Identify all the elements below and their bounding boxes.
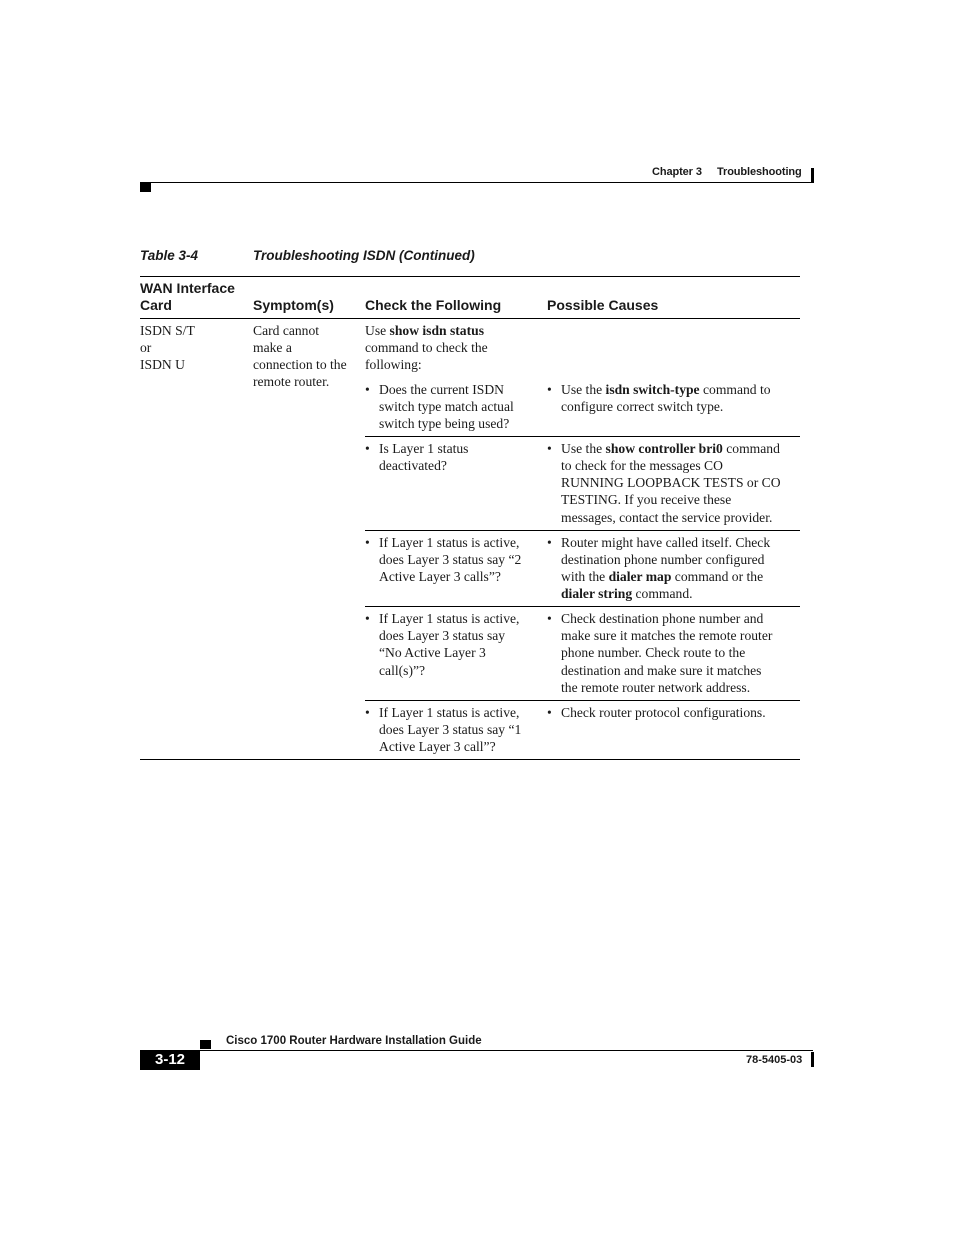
row1-check-line-2: switch type match actual bbox=[379, 399, 514, 414]
row5-check-line-3: Active Layer 3 call”? bbox=[379, 739, 496, 754]
row4-cause-line-5: the remote router network address. bbox=[561, 680, 751, 695]
table-bottom-rule bbox=[140, 759, 800, 760]
bullet: • bbox=[547, 705, 552, 720]
row3-cause-line-1: Router might have called itself. Check bbox=[561, 535, 771, 550]
table-header-rule bbox=[140, 318, 800, 319]
row2-cause-line-1: Use the show controller bri0 command bbox=[561, 441, 780, 456]
symptom-line-3: connection to the bbox=[253, 357, 347, 372]
row1-check-line-1: Does the current ISDN bbox=[379, 382, 504, 397]
running-header-chapter: Chapter 3 bbox=[652, 166, 702, 178]
row-divider-3 bbox=[365, 606, 800, 607]
bullet: • bbox=[547, 441, 552, 456]
header-rule bbox=[140, 182, 813, 183]
row-divider-2 bbox=[365, 530, 800, 531]
row2-cause-line-4: TESTING. If you receive these bbox=[561, 492, 732, 507]
row4-cause-line-2: make sure it matches the remote router bbox=[561, 628, 773, 643]
bullet: • bbox=[365, 441, 370, 456]
bullet: • bbox=[365, 611, 370, 626]
row2-cause-line-3: RUNNING LOOPBACK TESTS or CO bbox=[561, 475, 781, 490]
row4-check-line-3: “No Active Layer 3 bbox=[379, 645, 486, 660]
page-number: 3-12 bbox=[140, 1050, 200, 1070]
row3-cause-line-3: with the dialer map command or the bbox=[561, 569, 764, 584]
row3-check-line-1: If Layer 1 status is active, bbox=[379, 535, 520, 550]
footer-bar-mark bbox=[811, 1052, 814, 1067]
row3-check-line-2: does Layer 3 status say “2 bbox=[379, 552, 522, 567]
table-top-rule bbox=[140, 276, 800, 277]
row2-check-line-1: Is Layer 1 status bbox=[379, 441, 469, 456]
header-symptoms: Symptom(s) bbox=[253, 297, 334, 313]
row1-cause-line-2: configure correct switch type. bbox=[561, 399, 724, 414]
card-or: or bbox=[140, 340, 152, 355]
footer-rule bbox=[140, 1050, 813, 1051]
bullet: • bbox=[365, 705, 370, 720]
bullet: • bbox=[365, 382, 370, 397]
card-isdn-u: ISDN U bbox=[140, 357, 185, 372]
row4-cause-line-1: Check destination phone number and bbox=[561, 611, 764, 626]
bullet: • bbox=[547, 535, 552, 550]
row1-cause-line-1: Use the isdn switch-type command to bbox=[561, 382, 771, 397]
header-check-following: Check the Following bbox=[365, 297, 502, 313]
header-square-mark bbox=[140, 183, 151, 192]
table-number: Table 3-4 bbox=[140, 248, 199, 263]
header-wan-interface: WAN Interface bbox=[140, 280, 235, 296]
symptom-line-1: Card cannot bbox=[253, 323, 320, 338]
row5-check-line-1: If Layer 1 status is active, bbox=[379, 705, 520, 720]
symptom-line-4: remote router. bbox=[253, 374, 330, 389]
row4-check-line-2: does Layer 3 status say bbox=[379, 628, 506, 643]
bullet: • bbox=[547, 382, 552, 397]
row5-cause-line-1: Check router protocol configurations. bbox=[561, 705, 766, 720]
intro-line-2: command to check the bbox=[365, 340, 488, 355]
footer-guide-title: Cisco 1700 Router Hardware Installation Guide bbox=[226, 1035, 482, 1047]
row2-cause-line-2: to check for the messages CO bbox=[561, 458, 723, 473]
table-title: Troubleshooting ISDN (Continued) bbox=[253, 248, 475, 263]
header-bar-mark bbox=[811, 168, 814, 183]
row2-check-line-2: deactivated? bbox=[379, 458, 447, 473]
row-divider-4 bbox=[365, 700, 800, 701]
footer-square-mark bbox=[200, 1040, 211, 1049]
card-isdn-st: ISDN S/T bbox=[140, 323, 195, 338]
row3-check-line-3: Active Layer 3 calls”? bbox=[379, 569, 501, 584]
intro-line-3: following: bbox=[365, 357, 422, 372]
row4-check-line-4: call(s)”? bbox=[379, 663, 426, 678]
running-header-section: Troubleshooting bbox=[717, 166, 802, 178]
row2-cause-line-5: messages, contact the service provider. bbox=[561, 510, 773, 525]
row4-cause-line-4: destination and make sure it matches bbox=[561, 663, 762, 678]
bullet: • bbox=[365, 535, 370, 550]
row4-check-line-1: If Layer 1 status is active, bbox=[379, 611, 520, 626]
header-card: Card bbox=[140, 297, 172, 313]
symptom-line-2: make a bbox=[253, 340, 292, 355]
row4-cause-line-3: phone number. Check route to the bbox=[561, 645, 746, 660]
row1-check-line-3: switch type being used? bbox=[379, 416, 510, 431]
row-divider-1 bbox=[365, 436, 800, 437]
bullet: • bbox=[547, 611, 552, 626]
intro-command: show isdn status bbox=[389, 323, 484, 338]
header-possible-causes: Possible Causes bbox=[547, 297, 659, 313]
row3-cause-line-2: destination phone number configured bbox=[561, 552, 765, 567]
document-number: 78-5405-03 bbox=[746, 1054, 803, 1066]
intro-line-1: Use show isdn status bbox=[365, 323, 484, 338]
row5-check-line-2: does Layer 3 status say “1 bbox=[379, 722, 522, 737]
row3-cause-line-4: dialer string command. bbox=[561, 586, 693, 601]
